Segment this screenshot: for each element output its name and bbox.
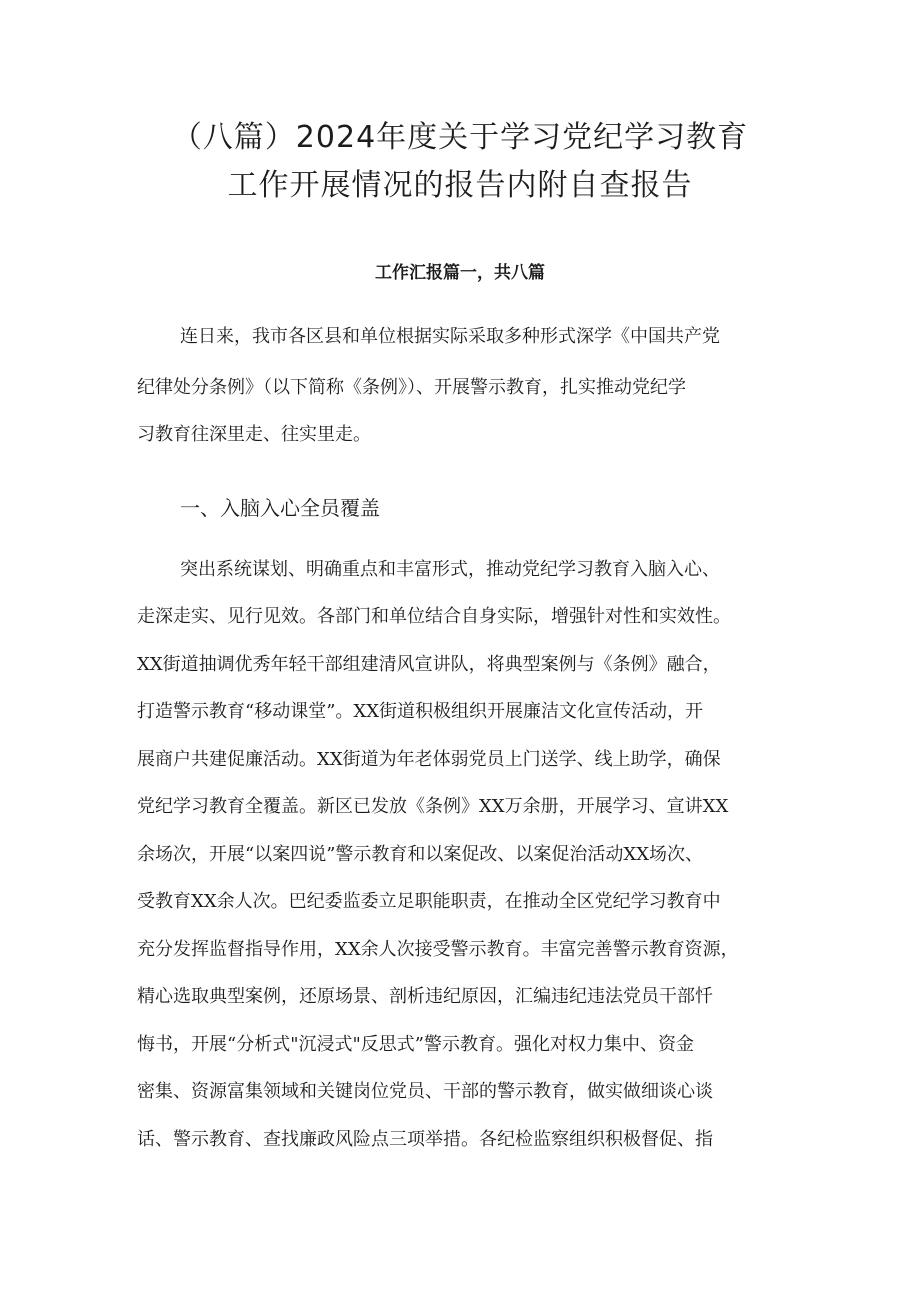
body-paragraph-line: 展商户共建促廉活动。XX街道为年老体弱党员上门送学、线上助学，确保 xyxy=(137,749,721,770)
document-subtitle: 工作汇报篇一，共八篇 xyxy=(375,263,545,283)
body-paragraph-line: 密集、资源富集领域和关键岗位党员、干部的警示教育，做实做细谈心谈 xyxy=(137,1081,713,1102)
section-heading: 一、入脑入心全员覆盖 xyxy=(180,496,380,520)
body-paragraph-line: 突出系统谋划、明确重点和丰富形式，推动党纪学习教育入脑入心、 xyxy=(180,559,720,580)
body-paragraph-line: 受教育XX余人次。巴纪委监委立足职能职责，在推动全区党纪学习教育中 xyxy=(137,891,721,912)
body-paragraph-line: 打造警示教育“移动课堂”。XX街道积极组织开展廉洁文化宣传活动，开 xyxy=(137,701,704,722)
body-paragraph-line: 精心选取典型案例，还原场景、剖析违纪原因，汇编违纪违法党员干部忏 xyxy=(137,986,713,1007)
body-paragraph-line: 话、警示教育、查找廉政风险点三项举措。各纪检监察组织积极督促、指 xyxy=(137,1129,713,1150)
body-paragraph-line: 悔书，开展“分析式"沉浸式"反思式”警示教育。强化对权力集中、资金 xyxy=(137,1034,694,1055)
body-paragraph-line: 充分发挥监督指导作用，XX余人次接受警示教育。丰富完善警示教育资源， xyxy=(137,939,739,960)
body-paragraph-line: 党纪学习教育全覆盖。新区已发放《条例》XX万余册，开展学习、宣讲XX xyxy=(137,796,729,817)
intro-paragraph-line: 连日来，我市各区县和单位根据实际采取多种形式深学《中国共产党 xyxy=(180,326,720,347)
body-paragraph-line: 走深走实、见行见效。各部门和单位结合自身实际，增强针对性和实效性。 xyxy=(137,606,731,627)
body-paragraph-line: XX街道抽调优秀年轻干部组建清风宣讲队，将典型案例与《条例》融合， xyxy=(137,654,721,675)
document-title-line-2: 工作开展情况的报告内附自查报告 xyxy=(227,168,693,203)
document-title-line-1: （八篇）2024年度关于学习党纪学习教育 xyxy=(171,120,749,155)
intro-paragraph-line: 纪律处分条例》（以下简称《条例》）、开展警示教育，扎实推动党纪学 xyxy=(137,377,686,398)
body-paragraph-line: 余场次，开展“以案四说”警示教育和以案促改、以案促治活动XX场次、 xyxy=(137,844,704,865)
intro-paragraph-line: 习教育往深里走、往实里走。 xyxy=(137,424,371,445)
